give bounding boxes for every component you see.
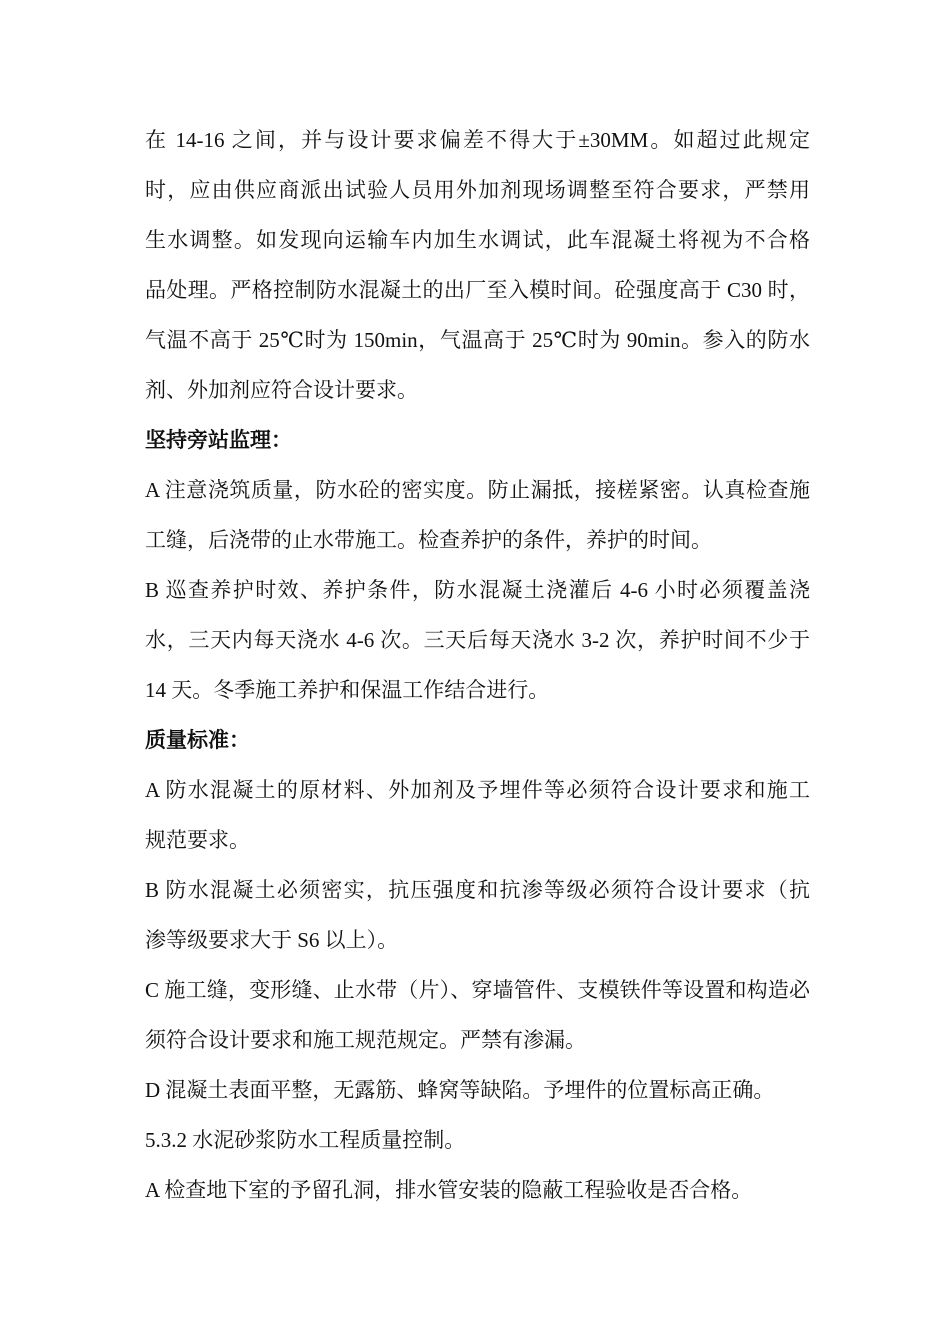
paragraph-line: 品处理。严格控制防水混凝土的出厂至入模时间。砼强度高于 C30 时， [145, 278, 810, 302]
paragraph-line: A 检查地下室的予留孔洞，排水管安装的隐蔽工程验收是否合格。 [145, 1178, 753, 1202]
paragraph-line: 须符合设计要求和施工规范规定。严禁有渗漏。 [145, 1028, 586, 1052]
paragraph-line: 生水调整。如发现向运输车内加生水调试，此车混凝土将视为不合格 [145, 228, 810, 252]
paragraph-line: A 注意浇筑质量，防水砼的密实度。防止漏抵，接槎紧密。认真检查施 [145, 478, 810, 502]
paragraph-line: 渗等级要求大于 S6 以上）。 [145, 928, 399, 952]
paragraph-line: 水，三天内每天浇水 4-6 次。三天后每天浇水 3-2 次，养护时间不少于 [145, 628, 810, 652]
section-heading-quality-standard: 质量标准： [145, 728, 250, 752]
paragraph-line: C 施工缝，变形缝、止水带（片）、穿墙管件、支模铁件等设置和构造必 [145, 978, 810, 1002]
paragraph-line: D 混凝土表面平整，无露筋、蜂窝等缺陷。予埋件的位置标高正确。 [145, 1078, 775, 1102]
paragraph-line: 14 天。冬季施工养护和保温工作结合进行。 [145, 678, 550, 702]
paragraph-line: 剂、外加剂应符合设计要求。 [145, 378, 418, 402]
paragraph-line: 工缝，后浇带的止水带施工。检查养护的条件，养护的时间。 [145, 528, 712, 552]
paragraph-line: B 防水混凝土必须密实，抗压强度和抗渗等级必须符合设计要求（抗 [145, 878, 810, 902]
paragraph-line: 规范要求。 [145, 828, 250, 852]
paragraph-line: A 防水混凝土的原材料、外加剂及予埋件等必须符合设计要求和施工 [145, 778, 810, 802]
section-number-line: 5.3.2 水泥砂浆防水工程质量控制。 [145, 1128, 466, 1152]
section-heading-supervision: 坚持旁站监理： [145, 428, 292, 452]
document-body [145, 115, 810, 1215]
paragraph-line: 在 14-16 之间，并与设计要求偏差不得大于±30MM。如超过此规定 [145, 128, 810, 152]
paragraph-line: B 巡查养护时效、养护条件，防水混凝土浇灌后 4-6 小时必须覆盖浇 [145, 578, 810, 602]
paragraph-line: 时，应由供应商派出试验人员用外加剂现场调整至符合要求，严禁用 [145, 178, 810, 202]
paragraph-line: 气温不高于 25℃时为 150min，气温高于 25℃时为 90min。参入的防水 [145, 328, 810, 352]
